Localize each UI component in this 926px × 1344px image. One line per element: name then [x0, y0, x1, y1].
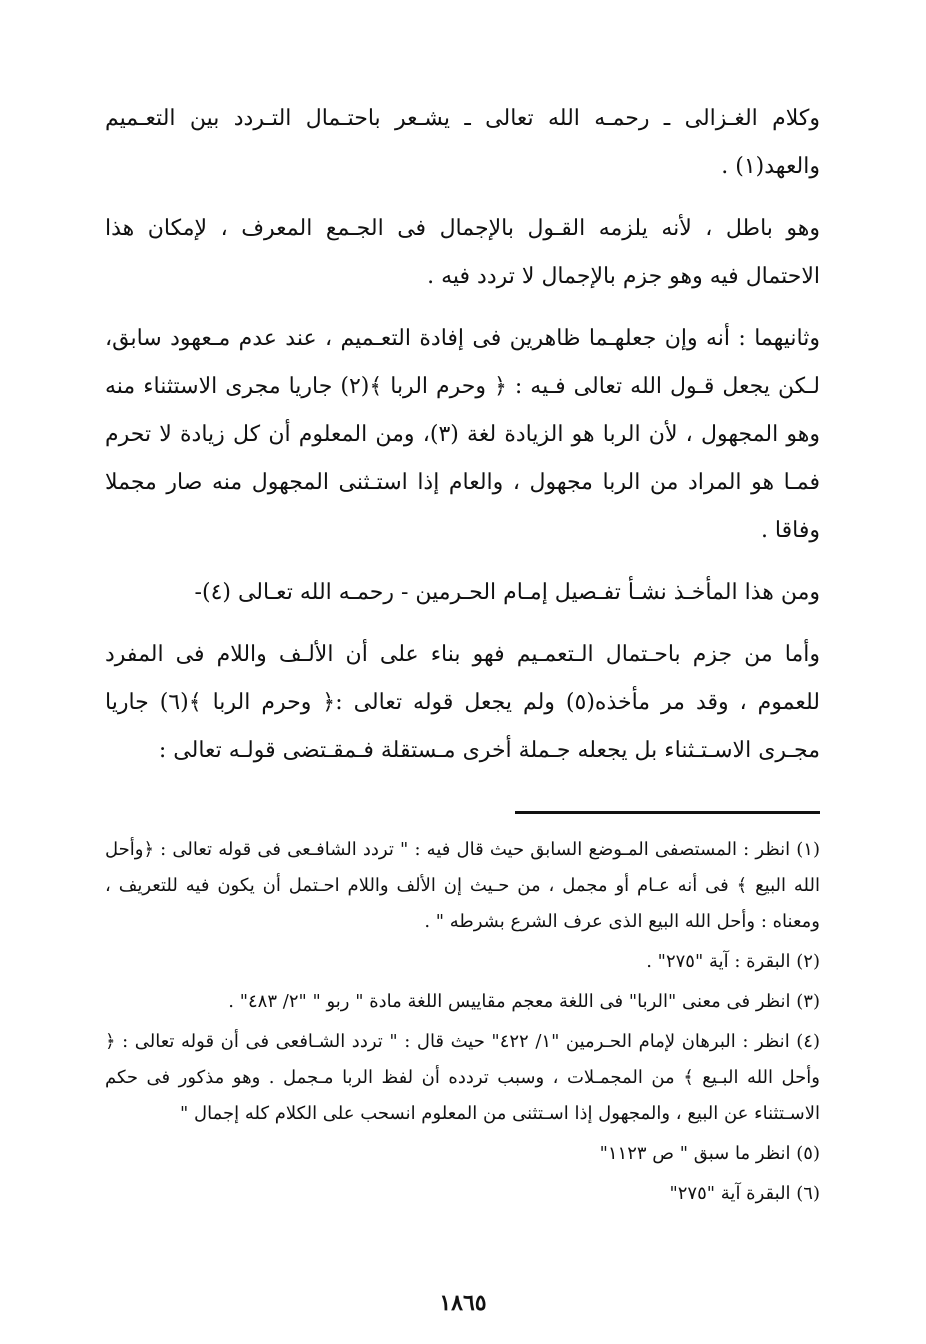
footnote-4: (٤) انظر : البرهان لإمام الحـرمين "١/ ٤٢٢" حيث قال : " تردد الشـافعى فى أن قوله تعالى : ﴿ وأحل الله البـيع ﴾ من المجمـلات ، وسبب تردده أن لفظ الربا مـجمل . وهو مذكور فى حكم الاسـتثناء عن البيع ، والمجهول إذا اسـتثنى من المعلوم انسحب على الكلام كله إجمال " [105, 1031, 820, 1124]
paragraph-1: وكلام الغـزالى ـ رحمـه الله تعالى ـ يشـعر باحتـمال التـردد بين التعـميم والعهد(١) . [105, 106, 820, 179]
paragraph-2: وهو باطل ، لأنه يلزمه القـول بالإجمال فى الجـمع المعرف ، لإمكان هذا الاحتمال فيه وهو جزم بالإجمال لا تردد فيه . [105, 216, 820, 289]
paragraph-4: ومن هذا المأخـذ نشـأ تفـصيل إمـام الحـرمين - رحمـه الله تعـالى (٤)- [194, 580, 820, 605]
footnote-2: (٢) البقرة : آية "٢٧٥" . [646, 951, 820, 972]
footnote-separator [515, 811, 820, 814]
document-body [105, 95, 820, 1216]
footnote-1: (١) انظر : المستصفى المـوضع السابق حيث قال فيه : " تردد الشافـعى فى قوله تعالى : ﴿وأحل الله البيع ﴾ فى أنه عـام أو مجمل ، من حـيث إن الألف واللام احـتمل أن يكون فيه للتعريف ، ومعناه : وأحل الله البيع الذى عرف الشرع بشرطه " . [105, 839, 820, 932]
footnote-3: (٣) انظر فى معنى "الربا" فى اللغة معجم مقاييس اللغة مادة " ربو " "٢/ ٤٨٣" . [228, 991, 820, 1012]
paragraph-5: وأما من جزم باحـتمال الـتعمـيم فهو بناء على أن الألـف واللام فى المفرد للعموم ، وقد مر مأخذه(٥) ولم يجعل قوله تعالى :﴿ وحرم الربا ﴾(٦) جاريا مجـرى الاسـتـثناء بل يجعله جـملة أخرى مـستقلة فـمقـتضى قولـه تعالى : [105, 642, 820, 763]
footnote-6: (٦) البقرة آية "٢٧٥" [669, 1183, 820, 1204]
page-number: ١٨٦٥ [439, 1290, 487, 1316]
paragraph-3: وثانيهما : أنه وإن جعلهـما ظاهرين فى إفادة التعـميم ، عند عدم مـعهود سابق، لـكن يجعل قـول الله تعالى فـيه : ﴿ وحرم الربا ﴾(٢) جاريا مجرى الاستثناء منه وهو المجهول ، لأن الربا هو الزيادة لغة (٣)، ومن المعلوم أن كل زيادة لا تحرم فمـا هو المراد من الربا مجهول ، والعام إذا استـثنى المجهول منه صار مجملا وفاقا . [105, 326, 820, 543]
footnote-5: (٥) انظر ما سبق " ص ١١٢٣" [599, 1143, 820, 1164]
